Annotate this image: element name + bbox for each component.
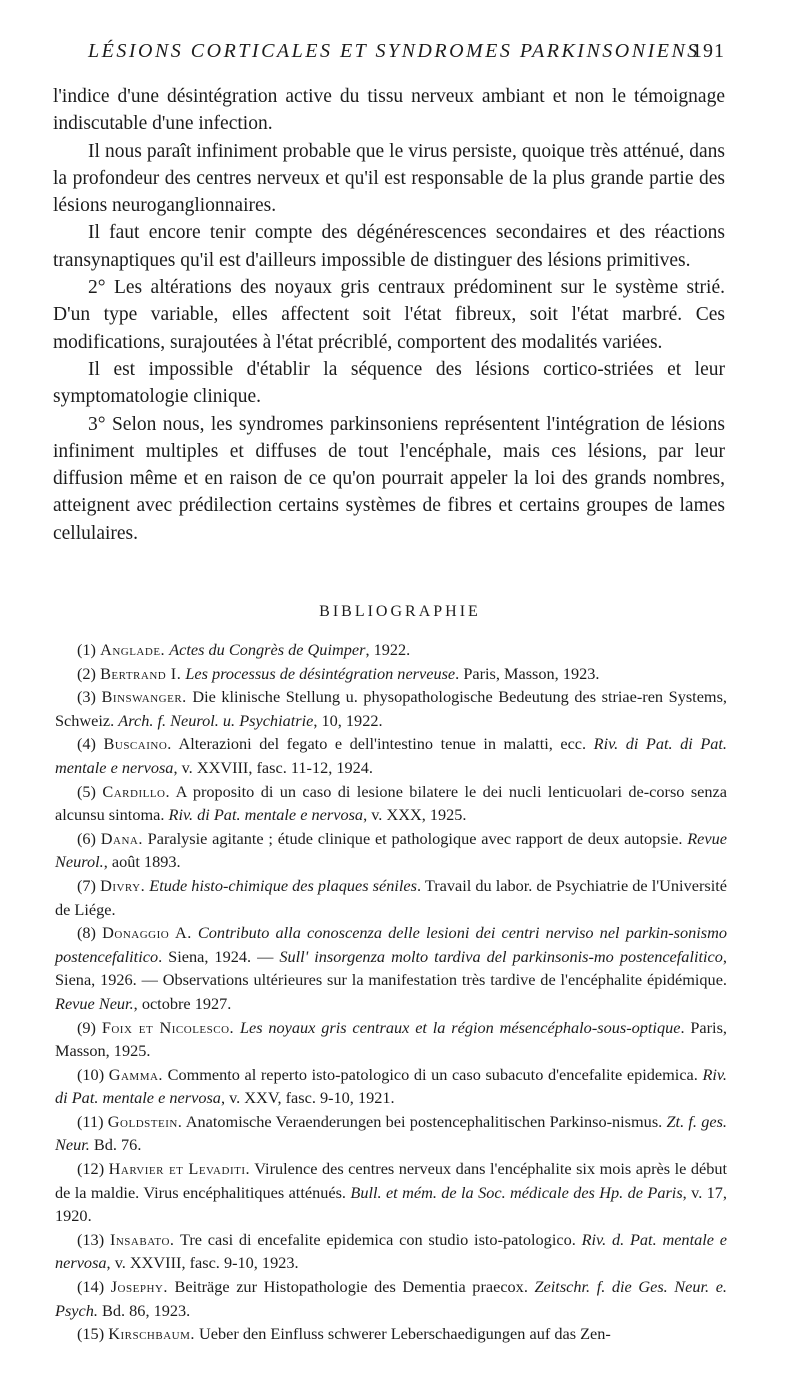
reference-text: , v. XXV, fasc. 9-10, 1921. [220,1088,395,1108]
bibliography-entry [55,827,727,874]
paragraph: l'indice d'une désintégration active du tissu nerveux ambiant et non le témoignage indiscutable d'une infection. [53,86,725,135]
reference-text: Tre casi di encefalite epidemica con studio isto-patologico. [174,1229,582,1249]
reference-text: . Siena, 1924. — [158,946,280,966]
reference-text: , 10, 1922. [313,710,383,730]
bibliography-entry [55,662,727,686]
reference-text: Paralysie agitante ; étude clinique et pathologique avec rapport de deux autopsie. [142,828,688,848]
reference-author: Donaggio A. [102,923,192,943]
reference-number: (14) [77,1277,105,1297]
bibliography-entry [55,732,727,779]
reference-text: , v. 17, 1920. [55,1182,727,1226]
paragraph: Il est impossible d'établir la séquence des lésions cortico-striées et leur symptomatologie clinique. [53,358,725,408]
reference-text: Bd. 86, 1923. [97,1300,191,1320]
reference-title: Riv. di Pat. di Pat. mentale e nervosa [55,734,727,777]
paragraph: 3° Selon nous, les syndromes parkinsoniens représentent l'intégration de lésions infiniment multiples et diffuses de tout l'encéphale, mais ces lésions, par leur diffusion même et en raison de ce qu'on pourrait appeler la loi des grands nombres, atteignent avec prédilection certains systèmes de fibres et certains groupes de lames cellulaires. [53,413,725,544]
reference-text: , v. XXVIII, fasc. 11-12, 1924. [173,757,374,777]
reference-text: Ueber den Einfluss schwerer Leberschaedigungen auf das Zen- [194,1324,611,1344]
reference-text: Alterazioni del fegato e dell'intestino tenue in malatti, ecc. [171,734,594,754]
bibliography-entry [55,1228,727,1275]
reference-author: Gamma. [108,1064,163,1084]
reference-number: (6) [77,828,96,848]
reference-text: , octobre 1927. [133,993,232,1013]
bibliography-heading: BIBLIOGRAPHIE [319,603,481,620]
reference-title: Revue Neurol. [55,828,727,872]
bibliography-entry [55,685,727,732]
reference-number: (5) [77,781,96,801]
reference-title: Etude histo-chimique des plaques séniles [149,875,417,895]
running-title: LÉSIONS CORTICALES ET SYNDROMES PARKINSONIENS [88,40,700,62]
bibliography-entry [55,638,727,662]
reference-text: Anatomische Veraenderungen bei postencephalitischen Parkinso-nismus. [182,1111,667,1131]
bibliography-list [55,638,727,1346]
reference-title: Les noyaux gris centraux et la région mésencéphalo-sous-optique [239,1017,681,1037]
bibliography-entry [55,921,727,1015]
bibliography-entry [55,1110,727,1157]
reference-author: Dana. [100,828,143,848]
reference-title: Zt. f. ges. Neur. [55,1111,727,1155]
reference-text: Bd. 76. [89,1135,142,1155]
reference-text: . Paris, Masson, 1923. [455,663,600,683]
paragraph: Il nous paraît infiniment probable que le virus persiste, quoique très atténué, dans la profondeur des centres nerveux et qu'il est responsable de la plus grande partie des lésions neuroganglionnaires. [53,140,725,217]
reference-text: , v. XXX, 1925. [363,805,467,825]
reference-title: Revue Neur. [55,993,134,1013]
paragraph: 2° Les altérations des noyaux gris centraux prédominent sur le système strié. D'un type variable, elles affectent soit l'état fibreux, soit l'état marbré. Ces modifications, surajoutées à l'état précriblé, comportent des modalités variées. [53,277,725,353]
reference-number: (9) [77,1017,96,1037]
reference-text: Beiträge zur Histopathologie des Dementia praecox. [167,1277,535,1297]
reference-author: Divry. [100,875,146,895]
bibliography-entry [55,874,727,921]
reference-author: Harvier et Levaditi. [108,1159,251,1179]
reference-author: Binswanger. [101,687,187,707]
reference-text: Virulence des centres nerveux dans l'encéphalite six mois après le début de la maldie. Virus encéphalitiques atténués. [55,1159,727,1202]
bibliography-entry [55,1016,727,1063]
reference-number: (7) [77,875,96,895]
reference-text: , v. XXVIII, fasc. 9-10, 1923. [106,1253,299,1273]
reference-author: Kirschbaum. [108,1324,195,1344]
reference-title: Arch. f. Neurol. u. Psychiatrie [118,710,314,730]
reference-title: Riv. di Pat. mentale e nervosa [55,1064,727,1108]
reference-number: (4) [77,734,96,754]
reference-text: , 1922. [365,640,411,659]
reference-text: Die klinische Stellung u. physopathologische Bedeutung des striae-ren Systems, Schweiz. [55,687,727,730]
bibliography-entry [55,780,727,827]
reference-number: (3) [77,687,96,707]
reference-number: (15) [77,1324,105,1344]
reference-number: (11) [77,1111,104,1131]
reference-number: (2) [77,663,96,683]
page-number: 191 [692,40,725,62]
paragraph: Il faut encore tenir compte des dégénérescences secondaires et des réactions transynaptiques qu'il est d'ailleurs impossible de distinguer des lésions primitives. [53,222,725,271]
running-header [88,40,725,70]
reference-author: Buscaino. [103,734,172,754]
reference-author: Goldstein. [107,1111,183,1131]
reference-number: (8) [77,923,96,943]
reference-author: Bertrand I. [100,663,182,683]
bibliography-entry [55,1063,727,1110]
reference-title: Riv. di Pat. mentale e nervosa [168,805,364,825]
reference-author: Insabato. [109,1229,175,1249]
bibliography-entry [55,1275,727,1322]
reference-text: . Paris, Masson, 1925. [55,1017,727,1061]
reference-number: (1) [77,640,96,659]
reference-text: , Siena, 1926. — Observations ultérieures sur la manifestation très tardive de l'encéphalite épidémique. [55,946,727,990]
reference-title: Contributo alla conoscenza delle lesioni dei centri nerviso nel parkin-sonismo postencefalitico [55,923,728,966]
reference-title: Bull. et mém. de la Soc. médicale des Hp. de Paris [350,1182,683,1202]
body-text [53,83,725,547]
reference-title: Riv. d. Pat. mentale e nervosa [55,1229,728,1273]
reference-text: . Travail du labor. de Psychiatrie de l'Université de Liége. [55,875,727,919]
reference-author: Foix et Nicolesco. [101,1017,235,1037]
reference-author: Cardillo. [102,781,171,801]
reference-number: (13) [77,1229,105,1249]
reference-title: Les processus de désintégration nerveuse [185,663,456,683]
bibliography-entry [55,1322,727,1346]
reference-number: (12) [77,1159,105,1179]
reference-title: Actes du Congrès de Quimper [169,640,366,659]
reference-text: A proposito di un caso di lesione bilatere le dei nucli lenticuolari de-corso senza alcunsu sintoma. [55,781,727,825]
reference-text: Commento al reperto isto-patologico di un caso subacuto d'encefalite epidemica. [163,1064,703,1084]
bibliography-entry [55,1157,727,1228]
reference-author: Anglade. [100,640,166,659]
reference-author: Josephy. [110,1277,168,1297]
reference-title: Zeitschr. f. die Ges. Neur. e. Psych. [55,1277,727,1320]
reference-title: Sull' insorgenza molto tardiva del parkinsonis-mo postencefalitico [279,946,723,966]
reference-text: , août 1893. [103,852,181,872]
reference-number: (10) [77,1064,105,1084]
